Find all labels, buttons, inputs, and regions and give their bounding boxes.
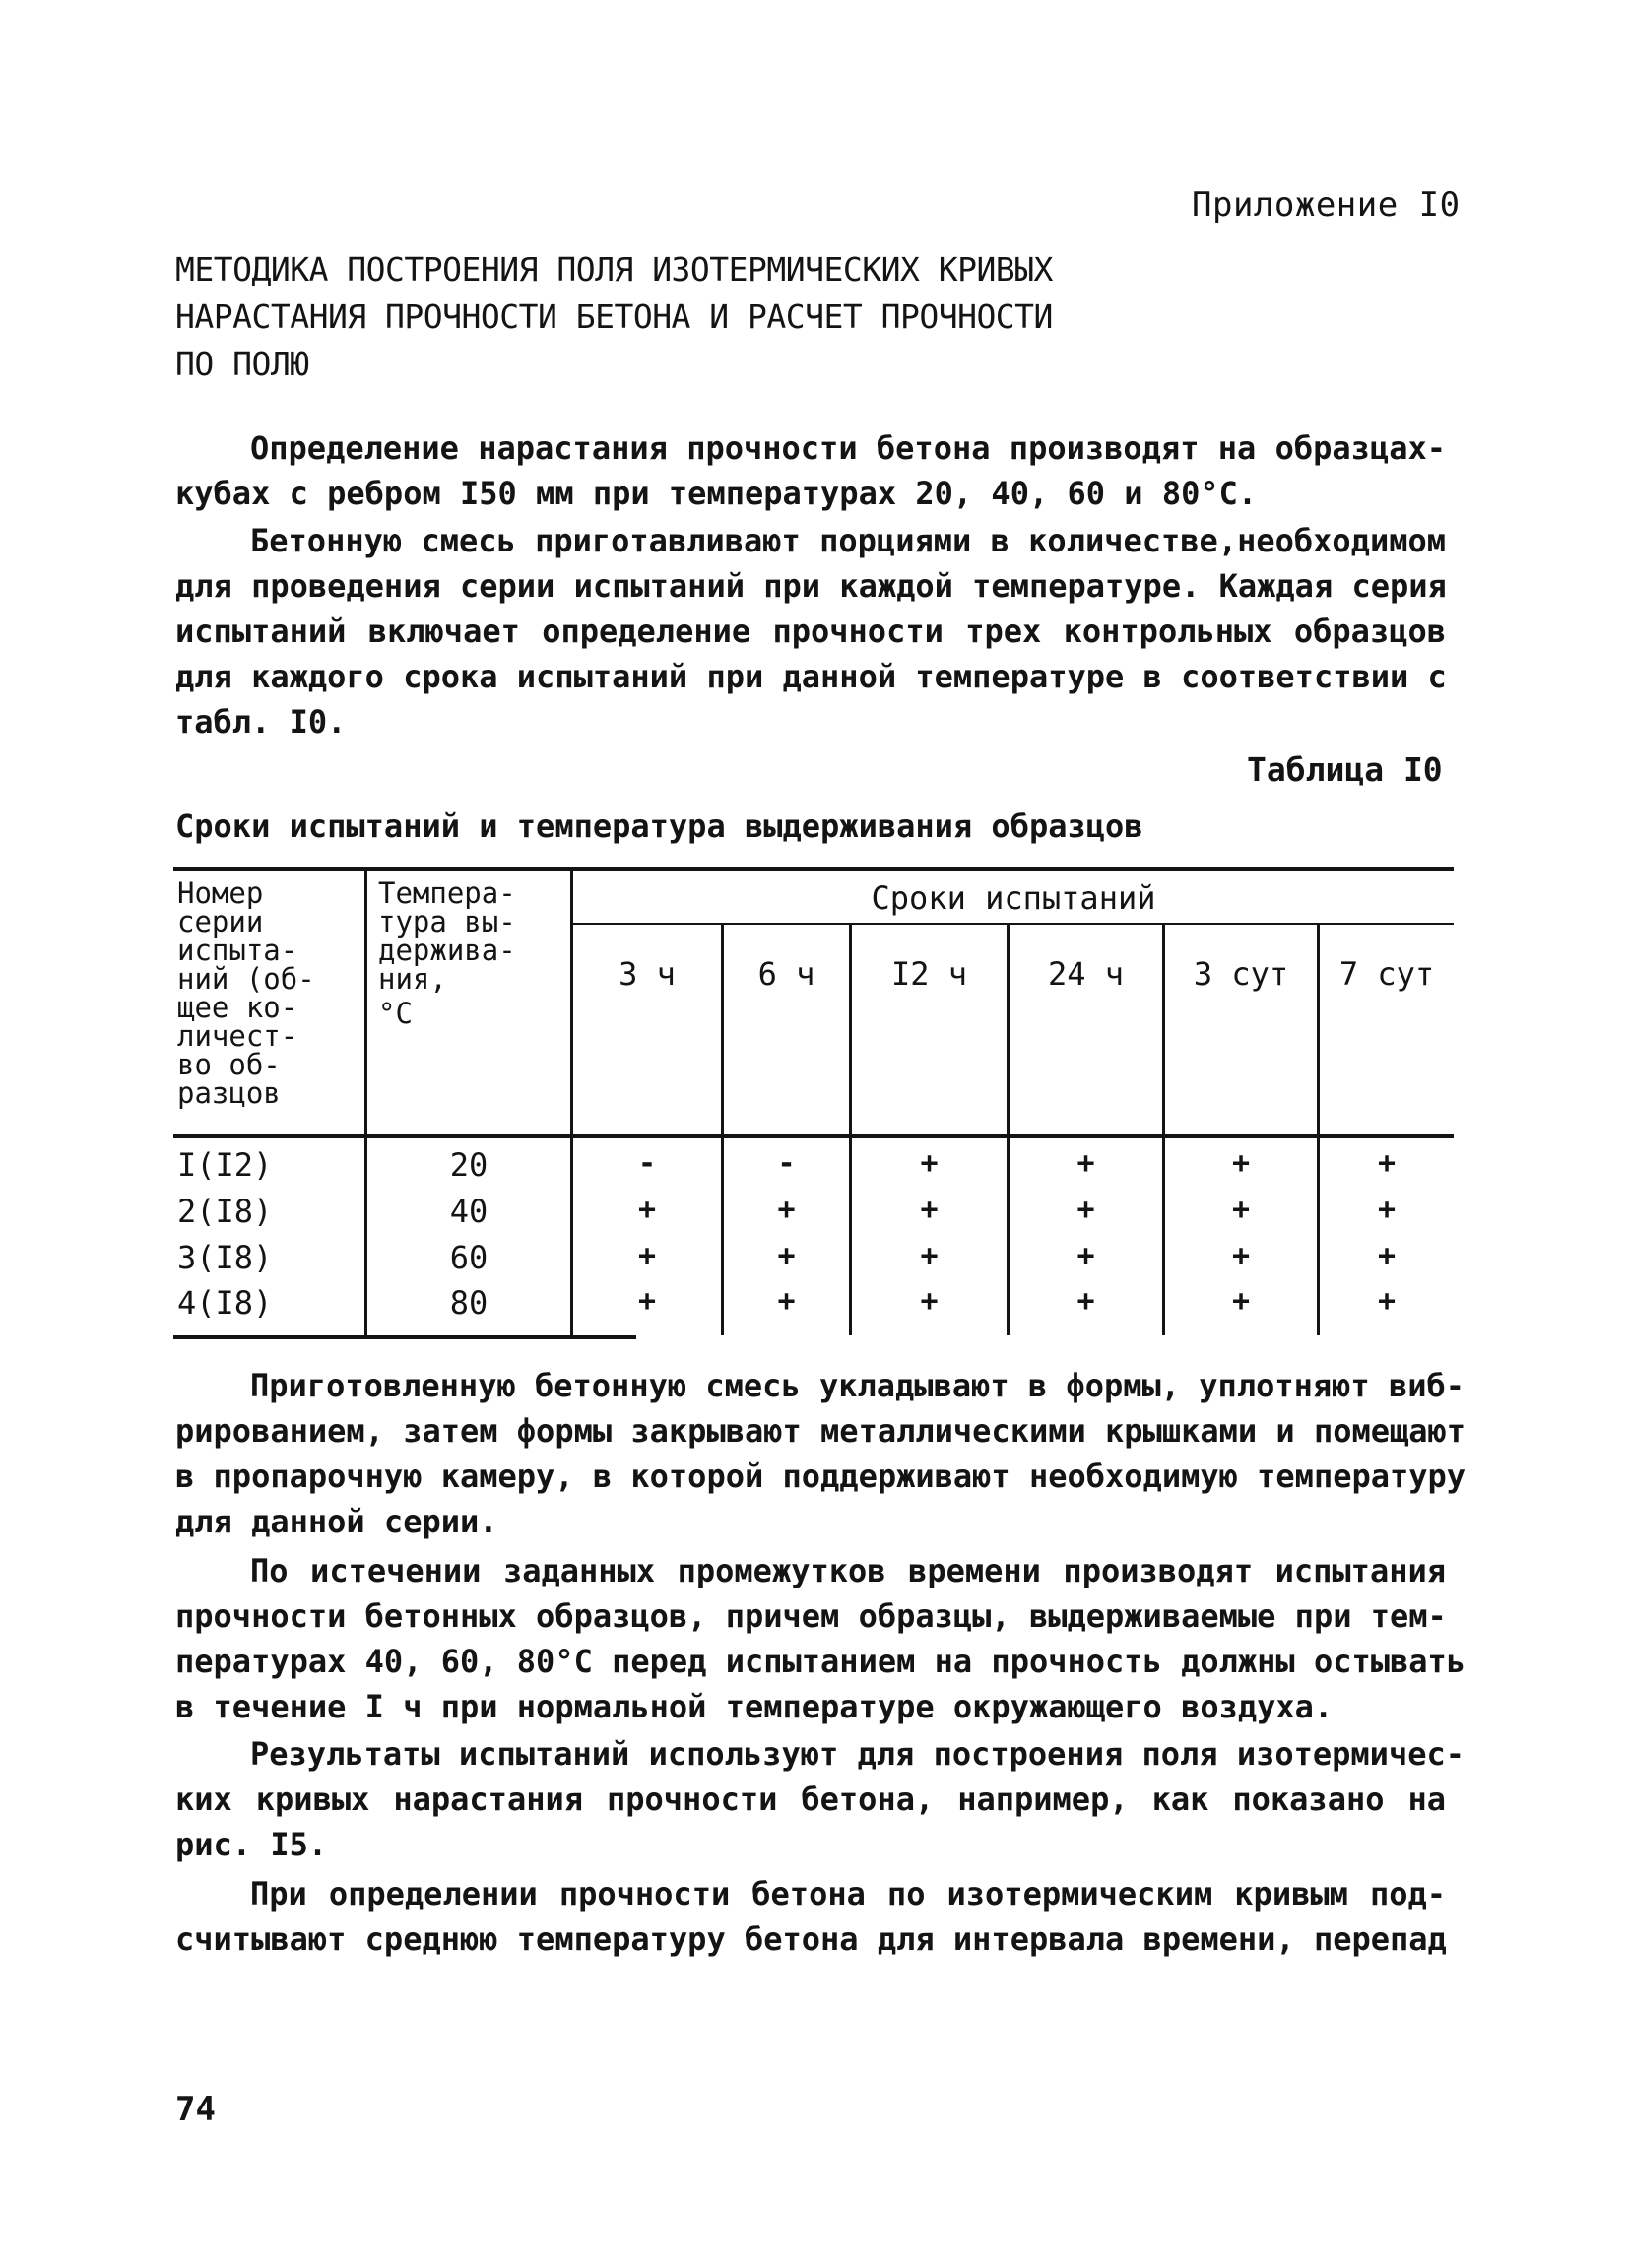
text-line: кубах с ребром I50 мм при температурах 20, 40, 60 и 80°С. bbox=[175, 475, 1258, 512]
text-line: для данной серии. bbox=[175, 1503, 498, 1540]
mark-cell: + bbox=[777, 1239, 796, 1273]
header-text: во об- bbox=[177, 1048, 281, 1081]
mark-cell: + bbox=[920, 1146, 939, 1181]
text-line: табл. I0. bbox=[175, 703, 347, 741]
paragraph-3 bbox=[175, 1363, 1466, 1544]
mark-cell: + bbox=[637, 1284, 657, 1319]
term-header: 3 сут bbox=[1193, 955, 1289, 993]
mark-cell: + bbox=[637, 1239, 657, 1273]
term-header: 6 ч bbox=[757, 955, 815, 993]
text-line: Приготовленную бетонную смесь укладывают в формы, уплотняют виб- bbox=[250, 1367, 1465, 1404]
mark-cell: + bbox=[1076, 1239, 1095, 1273]
text-line: испытаний включает определение прочности трех контрольных образцов bbox=[175, 613, 1446, 650]
temperature-cell: 40 bbox=[449, 1193, 489, 1230]
page-number: 74 bbox=[175, 2090, 216, 2129]
temperature-cell: 20 bbox=[449, 1146, 489, 1184]
paragraph-4 bbox=[175, 1548, 1466, 1729]
title-line: НАРАСТАНИЯ ПРОЧНОСТИ БЕТОНА И РАСЧЕТ ПРОЧНОСТИ bbox=[175, 297, 1053, 336]
text-line: рис. I5. bbox=[175, 1826, 328, 1863]
term-header: 7 сут bbox=[1338, 955, 1435, 993]
series-cell: I(I2) bbox=[177, 1146, 273, 1184]
header-text: ния, bbox=[378, 962, 447, 996]
mark-cell: + bbox=[920, 1239, 939, 1273]
text-line: Определение нарастания прочности бетона производят на образцах- bbox=[250, 429, 1446, 467]
title-line: МЕТОДИКА ПОСТРОЕНИЯ ПОЛЯ ИЗОТЕРМИЧЕСКИХ КРИВЫХ bbox=[175, 250, 1053, 289]
paragraph-5 bbox=[175, 1731, 1465, 1867]
mark-cell: + bbox=[920, 1193, 939, 1227]
mark-cell: + bbox=[777, 1284, 796, 1319]
header-text: разцов bbox=[177, 1076, 281, 1110]
header-text: тура вы- bbox=[378, 905, 516, 939]
mark-cell: + bbox=[1231, 1239, 1251, 1273]
text-line: для каждого срока испытаний при данной температуре в соответствии с bbox=[175, 658, 1447, 695]
header-text: Номер bbox=[177, 876, 264, 910]
mark-cell: + bbox=[1231, 1193, 1251, 1227]
header-text: щее ко- bbox=[177, 991, 298, 1024]
header-text: ний (об- bbox=[177, 962, 315, 996]
series-cell: 3(I8) bbox=[177, 1239, 273, 1276]
term-header: 3 ч bbox=[619, 955, 676, 993]
text-line: в пропарочную камеру, в которой поддерживают необходимую температуру bbox=[175, 1458, 1466, 1495]
paragraph-6 bbox=[175, 1871, 1446, 1962]
mark-cell: + bbox=[777, 1193, 796, 1227]
mark-cell: + bbox=[1076, 1146, 1095, 1181]
header-series bbox=[177, 876, 315, 1110]
mark-cell: + bbox=[1377, 1239, 1397, 1273]
header-test-terms: Сроки испытаний bbox=[871, 879, 1156, 917]
text-line: При определении прочности бетона по изотермическим кривым под- bbox=[250, 1875, 1446, 1912]
mark-cell: + bbox=[920, 1284, 939, 1319]
text-line: По истечении заданных промежутков времени производят испытания bbox=[250, 1552, 1446, 1589]
paragraph-2 bbox=[175, 518, 1446, 745]
mark-cell: + bbox=[1377, 1193, 1397, 1227]
title-line: ПО ПОЛЮ bbox=[175, 345, 309, 383]
header-text: держива- bbox=[378, 934, 516, 967]
series-cell: 2(I8) bbox=[177, 1193, 273, 1230]
mark-cell: - bbox=[777, 1146, 796, 1181]
mark-cell: + bbox=[1076, 1284, 1095, 1319]
text-line: пературах 40, 60, 80°С перед испытанием на прочность должны остывать bbox=[175, 1643, 1466, 1680]
text-line: для проведения серии испытаний при каждой температуре. Каждая серия bbox=[175, 567, 1447, 605]
text-line: ких кривых нарастания прочности бетона, например, как показано на bbox=[175, 1781, 1446, 1818]
series-cell: 4(I8) bbox=[177, 1284, 273, 1322]
text-line: прочности бетонных образцов, причем образцы, выдерживаемые при тем- bbox=[175, 1597, 1447, 1635]
header-text: °С bbox=[378, 997, 413, 1030]
paragraph-1 bbox=[175, 425, 1446, 516]
temperature-cell: 80 bbox=[449, 1284, 489, 1322]
appendix-label: Приложение I0 bbox=[1192, 185, 1461, 225]
table-group-rule bbox=[573, 923, 1454, 925]
mark-cell: + bbox=[1231, 1284, 1251, 1319]
mark-cell: + bbox=[637, 1193, 657, 1227]
text-line: рированием, затем формы закрывают металлическими крышками и помещают bbox=[175, 1412, 1466, 1450]
header-text: личест- bbox=[177, 1019, 298, 1053]
mark-cell: + bbox=[1377, 1284, 1397, 1319]
table-caption: Сроки испытаний и температура выдерживания образцов bbox=[175, 808, 1143, 845]
table-label: Таблица I0 bbox=[1247, 750, 1443, 789]
term-header: I2 ч bbox=[890, 955, 968, 993]
document-title bbox=[175, 246, 1160, 388]
mark-cell: - bbox=[637, 1146, 657, 1181]
mark-cell: + bbox=[1231, 1146, 1251, 1181]
mark-cell: + bbox=[1377, 1146, 1397, 1181]
header-temperature bbox=[378, 876, 516, 1030]
header-text: Темпера- bbox=[378, 876, 516, 910]
temperature-cell: 60 bbox=[449, 1239, 489, 1276]
header-text: испыта- bbox=[177, 934, 298, 967]
text-line: Бетонную смесь приготавливают порциями в количестве,необходимом bbox=[250, 522, 1446, 559]
mark-cell: + bbox=[1076, 1193, 1095, 1227]
table-bottom-rule bbox=[173, 1335, 636, 1339]
header-text: серии bbox=[177, 905, 264, 939]
text-line: в течение I ч при нормальной температуре окружающего воздуха. bbox=[175, 1688, 1334, 1725]
term-header: 24 ч bbox=[1047, 955, 1125, 993]
text-line: Результаты испытаний используют для построения поля изотермичес- bbox=[250, 1735, 1465, 1773]
text-line: считывают среднюю температуру бетона для интервала времени, перепад bbox=[175, 1920, 1447, 1958]
